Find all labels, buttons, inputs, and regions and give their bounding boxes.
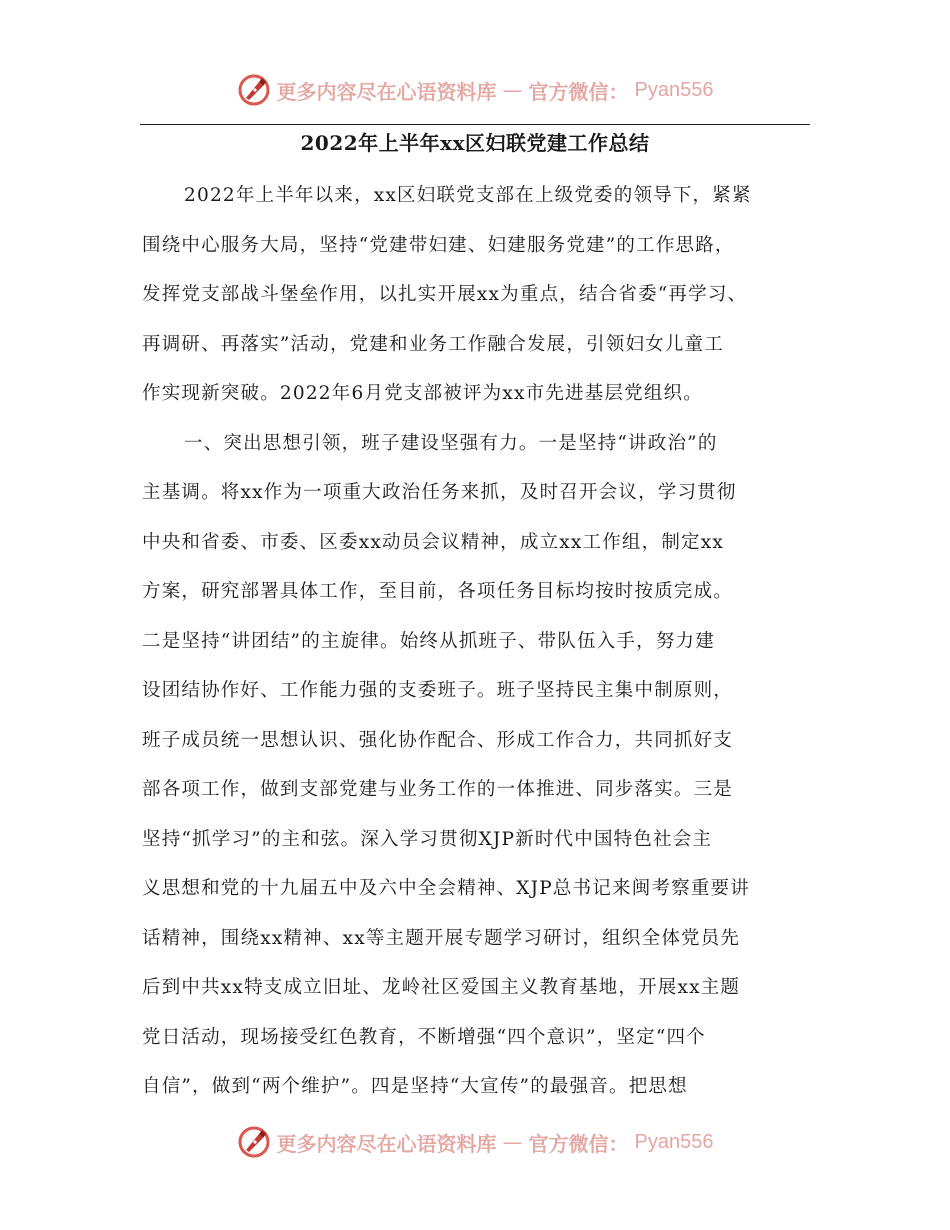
text-line: 中央和省委、市委、区委xx动员会议精神，成立xx工作组，制定xx bbox=[142, 531, 725, 553]
watermark-content bbox=[237, 73, 714, 107]
text-line: 义思想和党的十九届五中及六中全会精神、XJP总书记来闽考察重要讲 bbox=[142, 878, 750, 899]
text-line: 话精神，围绕xx精神、xx等主题开展专题学习研讨，组织全体党员先 bbox=[142, 927, 741, 949]
text-line: 自信”，做到“两个维护”。四是坚持“大宣传”的最强音。把思想 bbox=[142, 1076, 688, 1097]
document-body bbox=[142, 178, 822, 1119]
watermark-content bbox=[237, 1125, 714, 1159]
text-line: 部各项工作，做到支部党建与业务工作的一体推进、同步落实。三是 bbox=[142, 779, 734, 800]
watermark-dash: — bbox=[502, 78, 523, 102]
watermark-dash: — bbox=[502, 1130, 523, 1154]
text-line: 作实现新突破。2022年6月党支部被评为xx市先进基层党组织。 bbox=[142, 383, 703, 404]
text-line: 主基调。将xx作为一项重大政治任务来抓，及时召开会议，学习贯彻 bbox=[142, 482, 737, 503]
footer-watermark bbox=[0, 1122, 950, 1162]
text-line: 坚持“抓学习”的主和弦。深入学习贯彻XJP新时代中国特色社会主 bbox=[142, 828, 713, 850]
header-rule bbox=[140, 124, 810, 125]
pen-nib-logo-icon bbox=[237, 73, 271, 107]
text-line: 班子成员统一思想认识、强化协作配合、形成工作合力，共同抓好支 bbox=[142, 729, 734, 751]
text-line: 再调研、再落实”活动，党建和业务工作融合发展，引领妇女儿童工 bbox=[142, 333, 724, 355]
watermark-contact: 官方微信： bbox=[528, 1131, 629, 1156]
pen-nib-logo-icon bbox=[237, 1125, 271, 1159]
watermark-wechat-id: Pyan556 bbox=[634, 78, 714, 101]
text-line: 方案，研究部署具体工作，至目前，各项任务目标均按时按质完成。 bbox=[142, 581, 734, 602]
text-line: 一、突出思想引领，班子建设坚强有力。一是坚持“讲政治”的 bbox=[184, 432, 718, 454]
text-line: 发挥党支部战斗堡垒作用，以扎实开展xx为重点，结合省委“再学习、 bbox=[142, 284, 748, 305]
document-title: 2022年上半年xx区妇联党建工作总结 bbox=[300, 131, 650, 155]
watermark-wechat-id: Pyan556 bbox=[634, 1130, 714, 1153]
header-watermark bbox=[0, 70, 950, 110]
watermark-contact: 官方微信： bbox=[528, 79, 629, 104]
watermark-text: 更多内容尽在心语资料库 bbox=[276, 1131, 497, 1156]
text-line: 围绕中心服务大局，坚持“党建带妇建、妇建服务党建”的工作思路， bbox=[142, 234, 735, 256]
text-line: 二是坚持“讲团结”的主旋律。始终从抓班子、带队伍入手，努力建 bbox=[142, 630, 715, 652]
watermark-text: 更多内容尽在心语资料库 bbox=[276, 79, 497, 104]
text-line: 后到中共xx特支成立旧址、龙岭社区爱国主义教育基地，开展xx主题 bbox=[142, 977, 741, 998]
text-line: 党日活动，现场接受红色教育，不断增强“四个意识”，坚定“四个 bbox=[142, 1026, 706, 1048]
text-line: 2022年上半年以来，xx区妇联党支部在上级党委的领导下，紧紧 bbox=[184, 185, 752, 206]
text-line: 设团结协作好、工作能力强的支委班子。班子坚持民主集中制原则， bbox=[142, 680, 734, 701]
